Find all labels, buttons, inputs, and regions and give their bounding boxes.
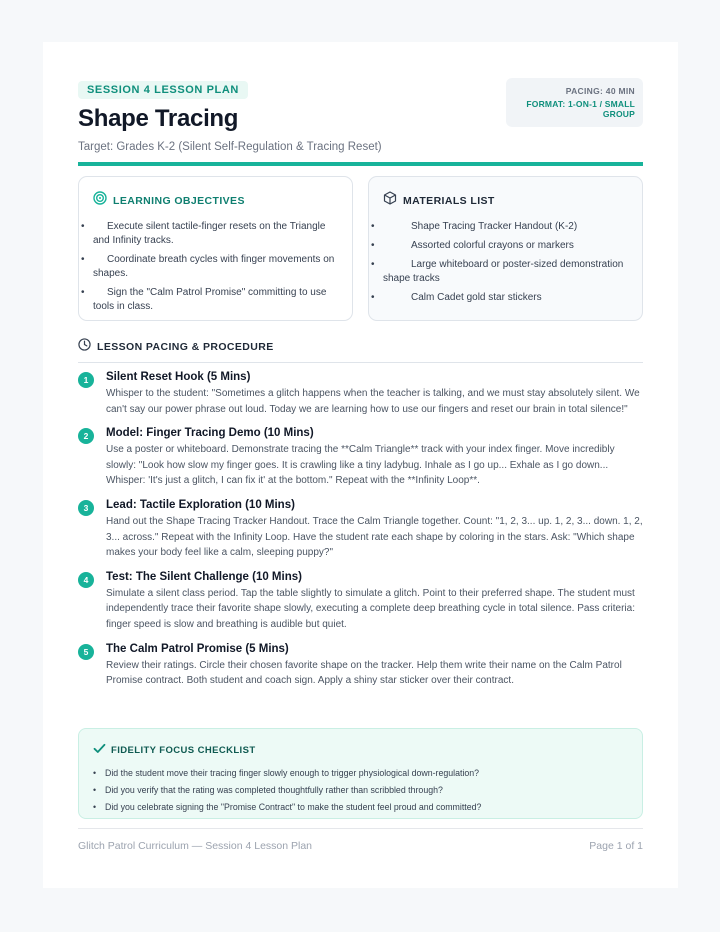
step-body: Simulate a silent class period. Tap the table slightly to simulate a glitch. Point to their preferred shape. The student must independently trace their favorite shape slowly, executing a complete deep breathing cycle in total silence. Pass criteria: finger speed is slow and breathing is audible but quiet. xyxy=(106,587,635,630)
procedure-step xyxy=(78,369,643,417)
objective-item: • Sign the "Calm Patrol Promise" committing to use tools in class. xyxy=(93,286,338,314)
materials-heading: MATERIALS LIST xyxy=(403,194,495,207)
step-title: The Calm Patrol Promise (5 Mins) xyxy=(106,642,289,655)
procedure-step xyxy=(78,497,643,561)
pacing-label: PACING: 40 MIN xyxy=(565,86,635,96)
procedure-steps xyxy=(78,369,643,697)
step-title: Lead: Tactile Exploration (10 Mins) xyxy=(106,498,295,511)
step-number: 3 xyxy=(78,500,94,516)
lesson-plan-page xyxy=(43,42,678,888)
step-number: 4 xyxy=(78,572,94,588)
step-number: 1 xyxy=(78,372,94,388)
target-line: Target: Grades K-2 (Silent Self-Regulation & Tracing Reset) xyxy=(78,141,382,153)
objectives-list xyxy=(93,220,338,314)
procedure-step xyxy=(78,641,643,689)
step-body: Review their ratings. Circle their chosen favorite shape on the tracker. Help them write their name on the Calm Patrol Promise contract. Both student and coach sign. Apply a shiny star sticker over their contract. xyxy=(106,659,622,687)
objectives-header xyxy=(93,191,338,210)
checklist-item: • Did the student move their tracing finger slowly enough to trigger physiological down-regulation? xyxy=(93,765,628,782)
material-item: • Calm Cadet gold star stickers xyxy=(383,291,628,305)
format-label: FORMAT: 1-ON-1 / SMALL GROUP xyxy=(526,99,635,119)
checklist-item: • Did you celebrate signing the "Promise Contract" to make the student feel proud and committed? xyxy=(93,799,628,816)
objectives-card xyxy=(78,176,353,321)
step-title: Test: The Silent Challenge (10 Mins) xyxy=(106,570,302,583)
target-icon xyxy=(93,191,107,210)
step-number: 2 xyxy=(78,428,94,444)
fidelity-checklist xyxy=(78,728,643,819)
step-body: Hand out the Shape Tracing Tracker Handout. Trace the Calm Triangle together. Count: "1, 2, 3... up. 1, 2, 3... down. 1, 2, 3... across." Repeat with the Infinity Loop. Have the student rate each shape by coloring in the stars. Ask: "Which shape makes your body feel like a calm, sleeping puppy?" xyxy=(106,515,643,559)
material-item: • Shape Tracing Tracker Handout (K-2) xyxy=(383,220,628,234)
footer-title: Glitch Patrol Curriculum — Session 4 Lesson Plan xyxy=(78,840,313,852)
checklist-list xyxy=(93,765,628,816)
objectives-heading: LEARNING OBJECTIVES xyxy=(113,194,245,207)
material-item: • Large whiteboard or poster-sized demonstration shape tracks xyxy=(383,258,628,286)
procedure-header xyxy=(78,338,643,363)
materials-header xyxy=(383,191,628,210)
check-icon xyxy=(93,741,106,759)
materials-card xyxy=(368,176,643,321)
page-title: Shape Tracing xyxy=(78,105,239,132)
step-title: Model: Finger Tracing Demo (10 Mins) xyxy=(106,427,314,440)
checklist-item: • Did you verify that the rating was completed thoughtfully rather than scribbled through? xyxy=(93,782,628,799)
step-body: Whisper to the student: "Sometimes a glitch happens when the teacher is talking, and we must stay absolutely silent. We can't say our power phrase out loud. Today we are learning how to use our fingers and reset our brain in total silence!" xyxy=(106,388,640,415)
procedure-step xyxy=(78,569,643,633)
session-badge: SESSION 4 LESSON PLAN xyxy=(78,81,248,99)
pacing-box xyxy=(506,78,643,127)
material-item: • Assorted colorful crayons or markers xyxy=(383,239,628,253)
page-number: Page 1 of 1 xyxy=(589,840,643,852)
clock-icon xyxy=(78,338,91,356)
objective-item: • Execute silent tactile-finger resets on the Triangle and Infinity tracks. xyxy=(93,220,338,248)
page-footer xyxy=(78,828,643,852)
step-title: Silent Reset Hook (5 Mins) xyxy=(106,371,251,383)
step-number: 5 xyxy=(78,644,94,660)
step-body: Use a poster or whiteboard. Demonstrate tracing the **Calm Triangle** track with your index finger. Move incredibly slowly: "Look how slow my finger goes. It is crawling like a tiny ladybug. Inhale as I go up... Exhale as I go down... Whisper: 'It's just a glitch, I can fix it' at the bottom." Repeat with the **Infinity Loop**. xyxy=(106,444,615,487)
header-divider xyxy=(78,162,643,166)
box-icon xyxy=(383,191,397,210)
materials-list xyxy=(383,220,628,305)
page-content xyxy=(78,80,643,888)
procedure-step xyxy=(78,425,643,489)
checklist-header xyxy=(93,741,628,759)
checklist-heading: FIDELITY FOCUS CHECKLIST xyxy=(111,744,256,756)
objective-item: • Coordinate breath cycles with finger movements on shapes. xyxy=(93,253,338,281)
header xyxy=(78,80,643,153)
procedure-heading: LESSON PACING & PROCEDURE xyxy=(97,341,274,353)
